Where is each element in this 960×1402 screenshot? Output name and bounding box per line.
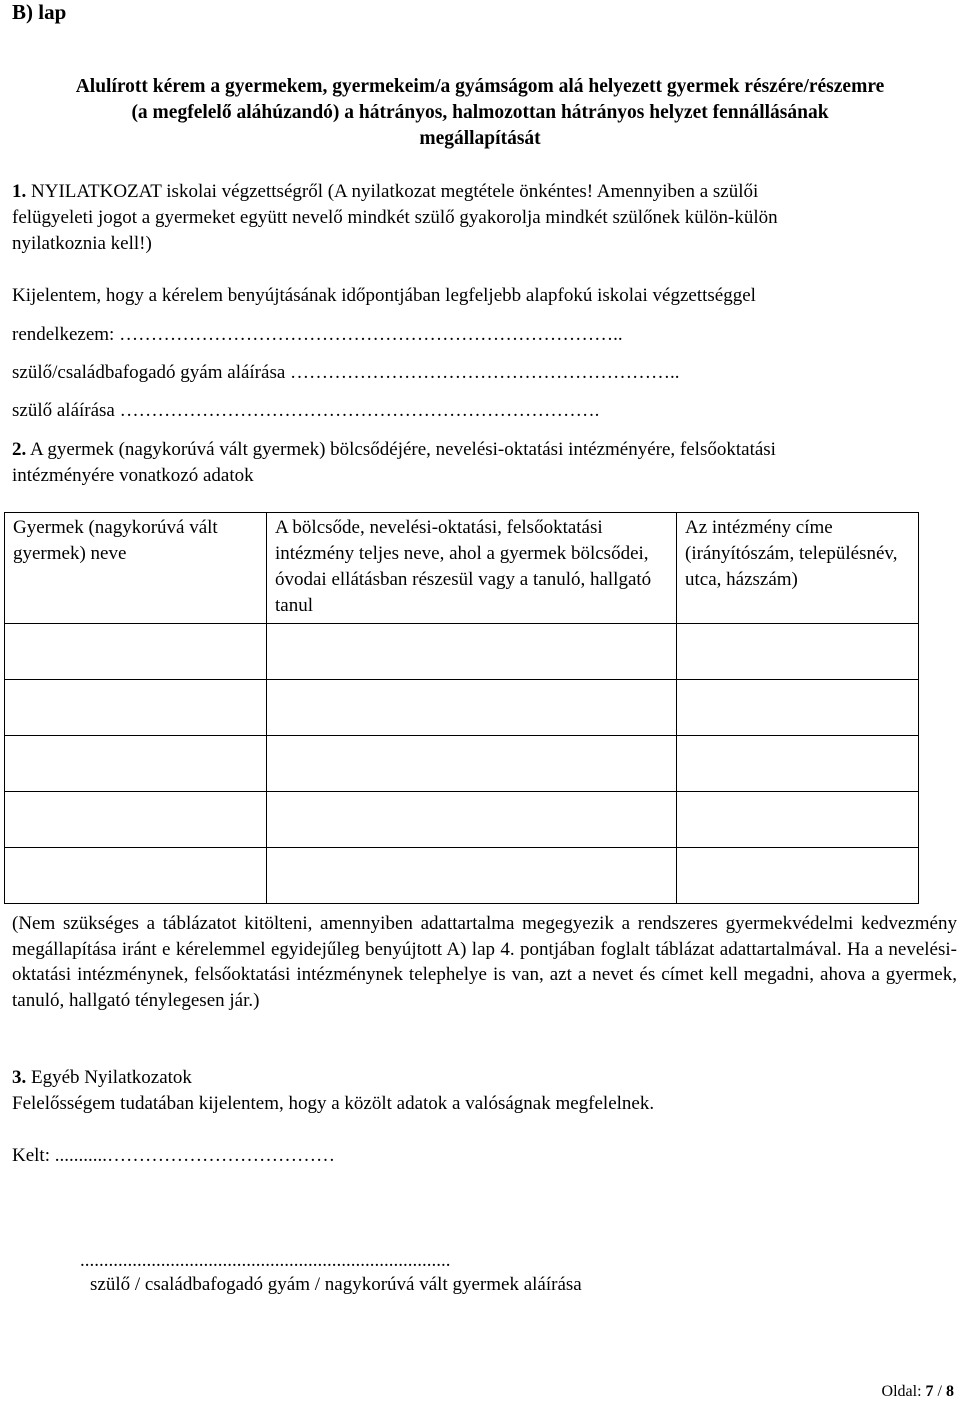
- rendelkezem-field[interactable]: rendelkezem: ……………………………………………………………………..: [12, 324, 623, 345]
- section2-number: 2.: [12, 439, 27, 460]
- institution-name-cell[interactable]: [267, 848, 677, 904]
- second-parent-signature-field[interactable]: szülő aláírása ………………………………………………………………….: [12, 400, 600, 421]
- section3-title-line: [12, 1067, 192, 1089]
- heading-line-1: Alulírott kérem a gyermekem, gyermekeim/a gyámságom alá helyezett gyermek részére/részemre: [75, 76, 885, 97]
- table-row: [5, 736, 919, 792]
- child-name-cell[interactable]: [5, 848, 267, 904]
- table-row: [5, 624, 919, 680]
- table-header-child-name: Gyermek (nagykorúvá vált gyermek) neve: [5, 513, 267, 624]
- table-row: [5, 792, 919, 848]
- section1-number: 1.: [12, 181, 27, 202]
- page-number-separator: /: [933, 1383, 946, 1400]
- table-row: [5, 848, 919, 904]
- page-number-current: 7: [925, 1383, 934, 1400]
- page-number-prefix: Oldal:: [881, 1383, 926, 1400]
- section1-statement: Kijelentem, hogy a kérelem benyújtásának időpontjában legfeljebb alapfokú iskolai végzettséggel: [12, 285, 756, 306]
- institution-table: [4, 512, 919, 904]
- table-note: (Nem szükséges a táblázatot kitölteni, amennyiben adattartalma megegyezik a rendszeres gyermekvédelmi kedvezmény megállapítása iránt e kérelemmel egyidejűleg benyújtott A) lap 4. pontjában foglalt táblázat adattartalmával. Ha a nevelési-oktatási intézménynek, felsőoktatási intézménynek telephelye is van, azt a nevet és címet kell megadni, ahova a gyermek, tanuló, hallgató ténylegesen jár.): [12, 913, 957, 1011]
- table-header-row: [5, 513, 919, 624]
- child-name-cell[interactable]: [5, 680, 267, 736]
- section2-title: A gyermek (nagykorúvá vált gyermek) bölcsődéjére, nevelési-oktatási intézményére, felsőoktatási: [26, 439, 776, 460]
- institution-name-cell[interactable]: [267, 736, 677, 792]
- heading-line-3: megállapítását: [419, 128, 541, 149]
- signature-label: szülő / családbafogadó gyám / nagykorúvá vált gyermek aláírása: [90, 1274, 582, 1295]
- page-title: B) lap: [12, 0, 67, 24]
- section1-line-3: nyilatkoznia kell!): [12, 233, 152, 254]
- section1-title: NYILATKOZAT iskolai végzettségről (A nyilatkozat megtétele önkéntes! Amennyiben a szülői: [26, 181, 759, 202]
- section3-statement: Felelősségem tudatában kijelentem, hogy a közölt adatok a valóságnak megfelelnek.: [12, 1093, 655, 1114]
- parent-signature-field[interactable]: szülő/családbafogadó gyám aláírása ……………………………………………………..: [12, 362, 680, 383]
- section3-title: Egyéb Nyilatkozatok: [26, 1067, 192, 1088]
- institution-address-cell[interactable]: [677, 848, 919, 904]
- institution-address-cell[interactable]: [677, 736, 919, 792]
- kelt-field[interactable]: Kelt: ...........………………………………: [12, 1145, 335, 1166]
- child-name-cell[interactable]: [5, 792, 267, 848]
- institution-address-cell[interactable]: [677, 792, 919, 848]
- table-header-institution-name: A bölcsőde, nevelési-oktatási, felsőoktatási intézmény teljes neve, ahol a gyermek bölcsődei, óvodai ellátásban részesül vagy a tanuló, hallgató tanul: [267, 513, 677, 624]
- institution-address-cell[interactable]: [677, 680, 919, 736]
- section1-line-1: [12, 181, 758, 203]
- section2-line-1: [12, 439, 776, 461]
- institution-name-cell[interactable]: [267, 792, 677, 848]
- table-row: [5, 680, 919, 736]
- table-header-institution-address: Az intézmény címe (irányítószám, településnév, utca, házszám): [677, 513, 919, 624]
- signature-line[interactable]: ..............................................................................: [80, 1250, 451, 1271]
- section3-number: 3.: [12, 1067, 27, 1088]
- child-name-cell[interactable]: [5, 624, 267, 680]
- page-number-total: 8: [946, 1383, 954, 1400]
- institution-name-cell[interactable]: [267, 624, 677, 680]
- section2-line-2: intézményére vonatkozó adatok: [12, 465, 254, 486]
- page-number: [882, 1383, 954, 1401]
- heading-line-2: (a megfelelő aláhúzandó) a hátrányos, halmozottan hátrányos helyzet fennállásának: [131, 102, 829, 123]
- institution-name-cell[interactable]: [267, 680, 677, 736]
- section1-line-2: felügyeleti jogot a gyermeket együtt nevelő mindkét szülő gyakorolja mindkét szülőnek külön-külön: [12, 207, 778, 228]
- institution-address-cell[interactable]: [677, 624, 919, 680]
- child-name-cell[interactable]: [5, 736, 267, 792]
